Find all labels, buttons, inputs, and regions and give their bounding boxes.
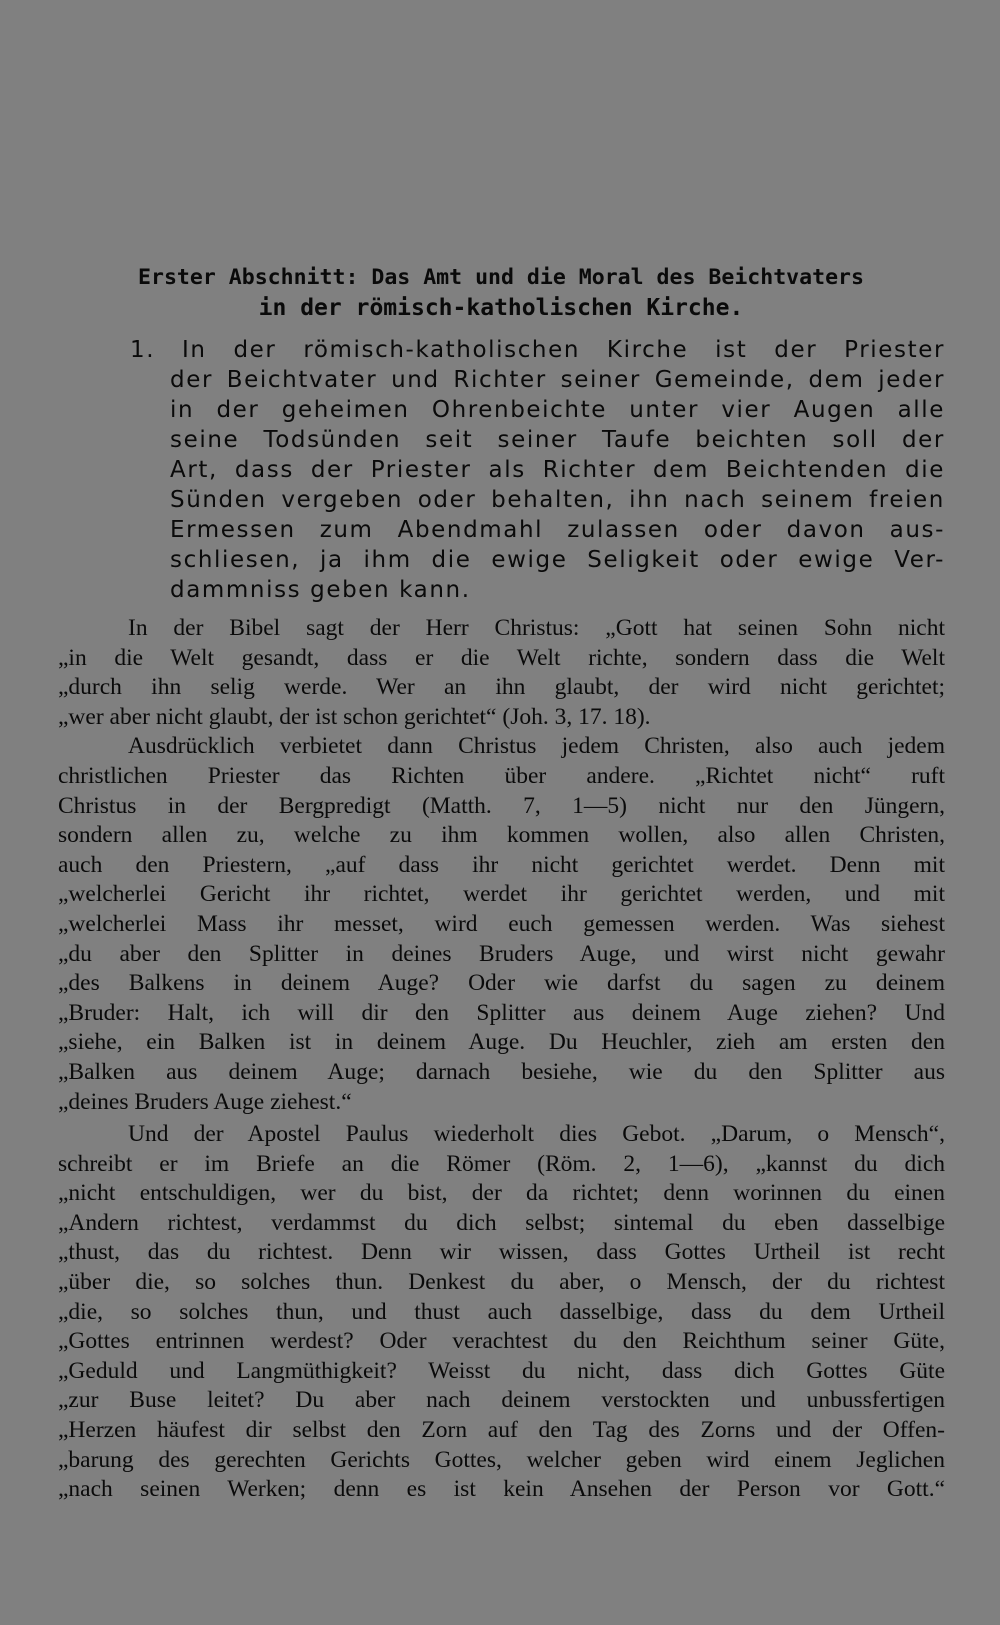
body-text — [58, 614, 945, 1505]
paragraph-4-line: „Andern richtest, verdammst du dich selbst; sintemal du eben dasselbige — [58, 1209, 945, 1236]
section-heading — [136, 263, 866, 323]
paragraph-3-line: „welcherlei Gericht ihr richtet, werdet ihr gerichtet werden, und mit — [58, 881, 945, 908]
paragraph-3 — [58, 732, 945, 1117]
paragraph-3-line: „Balken aus deinem Auge; darnach besiehe, wie du den Splitter aus — [58, 1058, 945, 1085]
paragraph-2-line: „in die Welt gesandt, dass er die Welt richte, sondern dass die Welt — [58, 644, 945, 671]
paragraph-1-line: Ermessen zum Abendmahl zulassen oder davon aus- — [170, 517, 945, 543]
paragraph-1-line: dammniss geben kann. — [170, 577, 471, 603]
paragraph-1-line: 1. In der römisch-katholischen Kirche ist der Priester — [130, 337, 945, 363]
paragraph-3-line: sondern allen zu, welche zu ihm kommen wollen, also allen Christen, — [58, 822, 945, 849]
paragraph-1-line: seine Todsünden seit seiner Taufe beichten soll der — [170, 427, 945, 453]
paragraph-1 — [130, 335, 945, 605]
paragraph-4-line: „Geduld und Langmüthigkeit? Weisst du nicht, dass dich Gottes Güte — [58, 1357, 945, 1384]
paragraph-1-line: Art, dass der Priester als Richter dem Beichtenden die — [170, 457, 945, 483]
paragraph-4-line: „zur Buse leitet? Du aber nach deinem verstockten und unbussfertigen — [58, 1387, 945, 1414]
paragraph-3-line: Christus in der Bergpredigt (Matth. 7, 1—5) nicht nur den Jüngern, — [58, 792, 945, 819]
paragraph-4-line: „nicht entschuldigen, wer du bist, der da richtet; denn worinnen du einen — [58, 1180, 945, 1207]
paragraph-3-line: christlichen Priester das Richten über andere. „Richtet nicht“ ruft — [58, 762, 945, 789]
paragraph-4-line: „Gottes entrinnen werdest? Oder verachtest du den Reichthum seiner Güte, — [58, 1328, 945, 1355]
paragraph-3-line: „du aber den Splitter in deines Bruders Auge, und wirst nicht gewahr — [58, 940, 945, 967]
paragraph-2-line: „wer aber nicht glaubt, der ist schon gerichtet“ (Joh. 3, 17. 18). — [58, 703, 651, 730]
paragraph-4 — [58, 1120, 945, 1505]
paragraph-1-line: schliesen, ja ihm die ewige Seligkeit oder ewige Ver- — [170, 547, 945, 573]
paragraph-2 — [58, 614, 945, 732]
paragraph-1-line: in der geheimen Ohrenbeichte unter vier Augen alle — [170, 397, 945, 423]
paragraph-3-line: „deines Bruders Auge ziehest.“ — [58, 1088, 352, 1115]
paragraph-1-line: der Beichtvater und Richter seiner Gemeinde, dem jeder — [170, 367, 945, 393]
paragraph-3-line: auch den Priestern, „auf dass ihr nicht gerichtet werdet. Denn mit — [58, 851, 945, 878]
paragraph-4-line: „thust, das du richtest. Denn wir wissen, dass Gottes Urtheil ist recht — [58, 1239, 945, 1266]
paragraph-3-line: „welcherlei Mass ihr messet, wird euch gemessen werden. Was siehest — [58, 910, 945, 937]
paragraph-4-line: „nach seinen Werken; denn es ist kein Ansehen der Person vor Gott.“ — [58, 1476, 945, 1503]
paragraph-2-line: „durch ihn selig werde. Wer an ihn glaubt, der wird nicht gerichtet; — [58, 674, 945, 701]
paragraph-4-line: „die, so solches thun, und thust auch dasselbige, dass du dem Urtheil — [58, 1298, 945, 1325]
paragraph-4-line: Und der Apostel Paulus wiederholt dies Gebot. „Darum, o Mensch“, — [128, 1121, 945, 1148]
paragraph-4-line: „Herzen häufest dir selbst den Zorn auf den Tag des Zorns und der Offen- — [58, 1417, 945, 1444]
paragraph-3-line: „Bruder: Halt, ich will dir den Splitter aus deinem Auge ziehen? Und — [58, 999, 945, 1026]
paragraph-3-line: Ausdrücklich verbietet dann Christus jedem Christen, also auch jedem — [128, 733, 945, 760]
heading-line-1: Erster Abschnitt: Das Amt und die Moral des Beichtvaters — [138, 265, 864, 290]
paragraph-4-line: schreibt er im Briefe an die Römer (Röm. 2, 1—6), „kannst du dich — [58, 1150, 945, 1177]
heading-line-2: in der römisch-katholischen Kirche. — [258, 295, 744, 321]
paragraph-3-line: „siehe, ein Balken ist in deinem Auge. Du Heuchler, zieh am ersten den — [58, 1029, 945, 1056]
paragraph-1-line: Sünden vergeben oder behalten, ihn nach seinem freien — [170, 487, 945, 513]
paragraph-4-line: „über die, so solches thun. Denkest du aber, o Mensch, der du richtest — [58, 1269, 945, 1296]
paragraph-3-line: „des Balkens in deinem Auge? Oder wie darfst du sagen zu deinem — [58, 970, 945, 997]
paragraph-2-line: In der Bibel sagt der Herr Christus: „Gott hat seinen Sohn nicht — [128, 615, 945, 641]
paragraph-4-line: „barung des gerechten Gerichts Gottes, welcher geben wird einem Jeglichen — [58, 1446, 945, 1473]
